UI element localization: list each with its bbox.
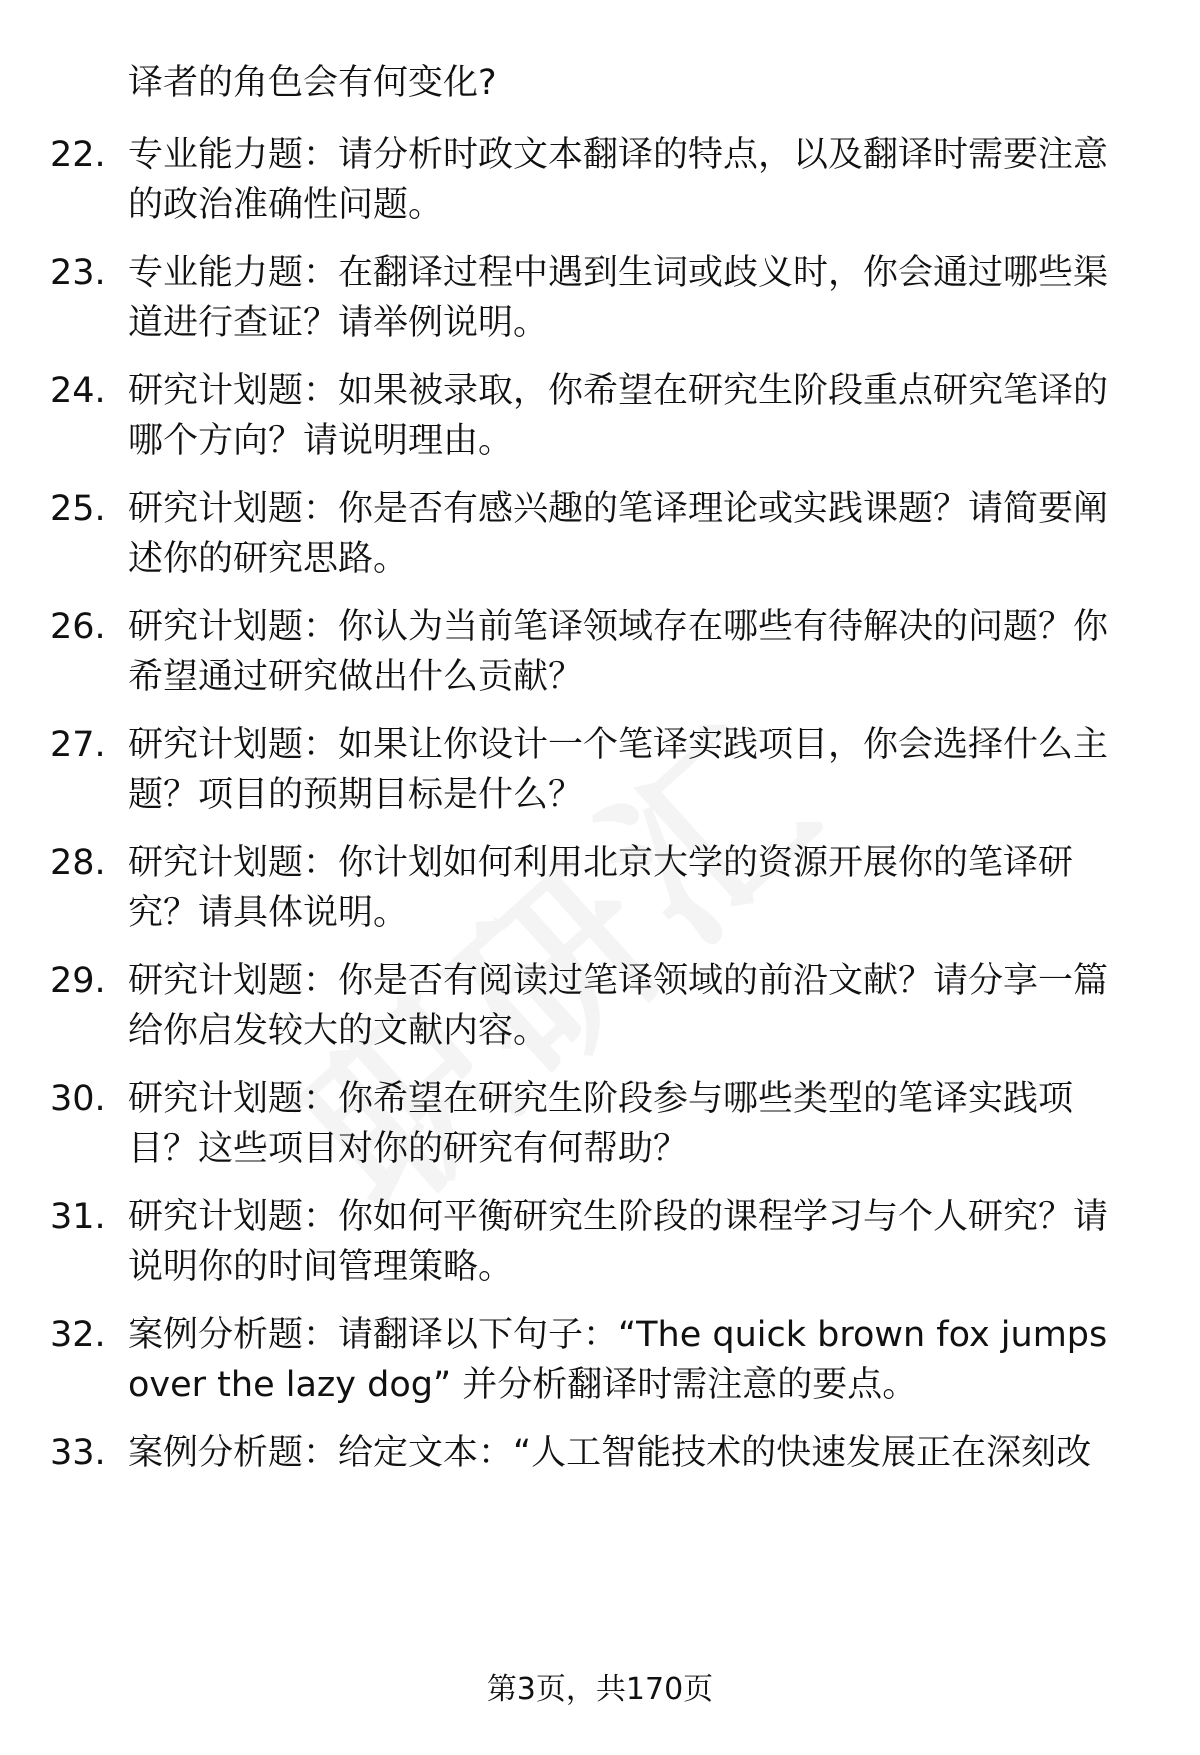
- question-text: 研究计划题：你是否有阅读过笔译领域的前沿文献？请分享一篇给你启发较大的文献内容。: [128, 961, 1109, 1051]
- question-item: [50, 720, 1138, 820]
- question-text: 研究计划题：你是否有感兴趣的笔译理论或实践课题？请简要阐述你的研究思路。: [128, 489, 1109, 579]
- page-footer: 第3页，共170页: [486, 1672, 714, 1707]
- question-number: 30.: [50, 1079, 106, 1119]
- question-text: 研究计划题：你计划如何利用北京大学的资源开展你的笔译研究？请具体说明。: [128, 843, 1074, 933]
- continuation-text: 译者的角色会有何变化?: [128, 63, 497, 103]
- question-item: [50, 248, 1138, 348]
- question-text: 研究计划题：你如何平衡研究生阶段的课程学习与个人研究？请说明你的时间管理策略。: [128, 1197, 1109, 1287]
- question-number: 29.: [50, 961, 106, 1001]
- question-item: [50, 1074, 1138, 1174]
- question-item: [50, 130, 1138, 230]
- question-item: [50, 1192, 1138, 1292]
- question-text: 专业能力题：在翻译过程中遇到生词或歧义时，你会通过哪些渠道进行查证？请举例说明。: [128, 253, 1109, 343]
- question-number: 33.: [50, 1433, 106, 1473]
- question-item: [50, 602, 1138, 702]
- question-number: 22.: [50, 135, 106, 175]
- question-item: [50, 956, 1138, 1056]
- question-text: 专业能力题：请分析时政文本翻译的特点，以及翻译时需要注意的政治准确性问题。: [128, 135, 1109, 225]
- question-number: 24.: [50, 371, 106, 411]
- question-number: 26.: [50, 607, 106, 647]
- question-text: 研究计划题：如果让你设计一个笔译实践项目，你会选择什么主题？项目的预期目标是什么？: [128, 725, 1109, 815]
- question-text: 案例分析题：请翻译以下句子：“The quick brown fox jumps over the lazy dog” 并分析翻译时需注意的要点。: [128, 1315, 1108, 1405]
- question-text: 研究计划题：如果被录取，你希望在研究生阶段重点研究笔译的哪个方向？请说明理由。: [128, 371, 1109, 461]
- question-text: 研究计划题：你认为当前笔译领域存在哪些有待解决的问题？你希望通过研究做出什么贡献？: [128, 607, 1109, 697]
- question-number: 32.: [50, 1315, 106, 1355]
- question-item: [50, 838, 1138, 938]
- question-item: [50, 484, 1138, 584]
- question-item: [50, 1428, 1138, 1478]
- question-number: 23.: [50, 253, 106, 293]
- question-number: 28.: [50, 843, 106, 883]
- question-item: [50, 1310, 1138, 1410]
- question-number: 25.: [50, 489, 106, 529]
- question-number: 31.: [50, 1197, 106, 1237]
- question-item: [50, 366, 1138, 466]
- question-number: 27.: [50, 725, 106, 765]
- question-text: 研究计划题：你希望在研究生阶段参与哪些类型的笔译实践项目？这些项目对你的研究有何帮助？: [128, 1079, 1074, 1169]
- question-text: 案例分析题：给定文本：“人工智能技术的快速发展正在深刻改: [128, 1433, 1092, 1473]
